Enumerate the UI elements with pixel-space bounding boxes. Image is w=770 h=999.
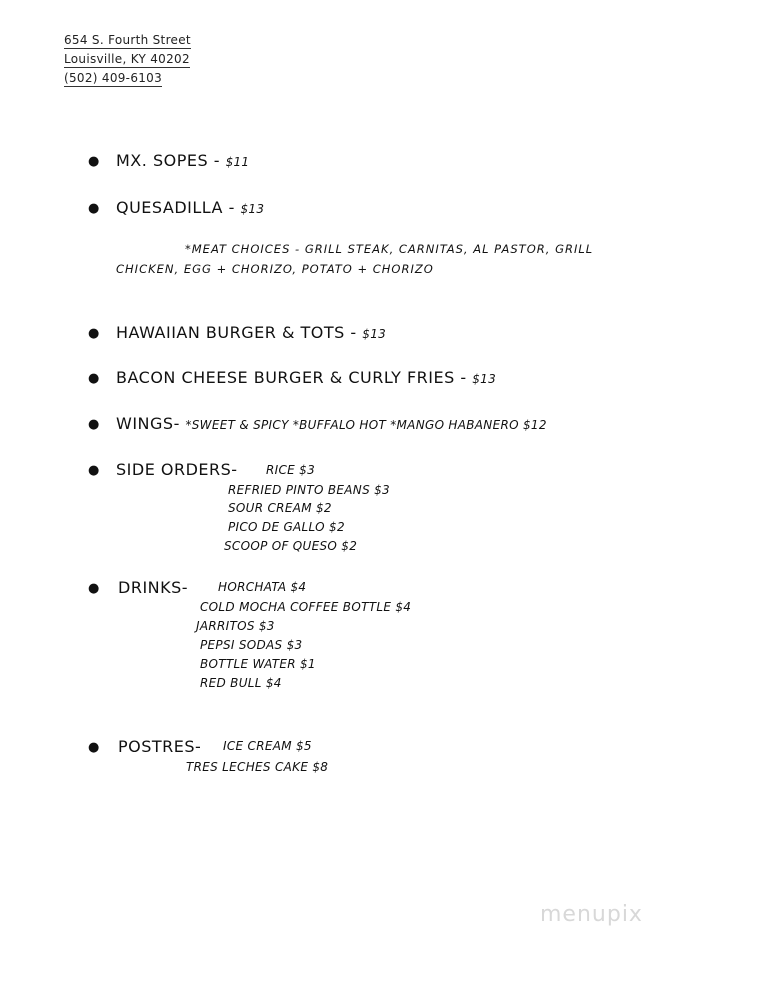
drink-item: PEPSI SODAS $3: [200, 638, 303, 652]
side-item: REFRIED PINTO BEANS $3: [228, 483, 390, 497]
item-price: $11: [225, 155, 250, 169]
drink-item: RED BULL $4: [200, 676, 282, 690]
item-name: HAWAIIAN BURGER & TOTS -: [116, 323, 357, 342]
address-street: 654 S. Fourth Street: [64, 33, 191, 47]
drink-item: JARRITOS $3: [196, 619, 275, 633]
wings-flavors: *SWEET & SPICY *BUFFALO HOT *MANGO HABANERO $12: [185, 418, 547, 432]
bullet-icon: ●: [88, 326, 100, 341]
item-price: $13: [362, 327, 387, 341]
meat-choices-note-cont: CHICKEN, EGG + CHORIZO, POTATO + CHORIZO: [116, 262, 434, 276]
bullet-icon: ●: [88, 740, 100, 755]
side-item: RICE $3: [266, 463, 316, 477]
item-name: QUESADILLA -: [116, 198, 235, 217]
drink-item: COLD MOCHA COFFEE BOTTLE $4: [200, 600, 412, 614]
address-city: Louisville, KY 40202: [64, 52, 190, 66]
item-name: WINGS-: [116, 414, 180, 433]
side-item: PICO DE GALLO $2: [228, 520, 345, 534]
menu-item-hawaiian-burger: [116, 323, 386, 342]
menu-item-quesadilla: [116, 198, 264, 217]
address-phone: (502) 409-6103: [64, 71, 163, 85]
bullet-icon: ●: [88, 154, 100, 169]
bullet-icon: ●: [88, 463, 100, 478]
bullet-icon: ●: [88, 371, 100, 386]
item-price: $13: [472, 372, 497, 386]
drink-item: BOTTLE WATER $1: [200, 657, 316, 671]
section-title-postres: POSTRES-: [118, 737, 202, 756]
dessert-item: TRES LECHES CAKE $8: [186, 760, 329, 774]
bullet-icon: ●: [88, 581, 100, 596]
menu-item-wings: [116, 414, 547, 433]
meat-choices-note: *MEAT CHOICES - GRILL STEAK, CARNITAS, AL PASTOR, GRILL: [185, 242, 594, 256]
section-title-drinks: DRINKS-: [118, 578, 189, 597]
bullet-icon: ●: [88, 417, 100, 432]
dessert-item: ICE CREAM $5: [223, 739, 312, 753]
menu-item-sopes: [116, 151, 249, 170]
drink-item: HORCHATA $4: [218, 580, 307, 594]
side-item: SOUR CREAM $2: [228, 501, 332, 515]
menu-item-bacon-burger: [116, 368, 496, 387]
menupix-watermark: menupix: [540, 902, 643, 927]
side-item: SCOOP OF QUESO $2: [224, 539, 358, 553]
item-price: $13: [240, 202, 265, 216]
item-name: MX. SOPES -: [116, 151, 220, 170]
section-title-sides: SIDE ORDERS-: [116, 460, 238, 479]
item-name: BACON CHEESE BURGER & CURLY FRIES -: [116, 368, 467, 387]
bullet-icon: ●: [88, 201, 100, 216]
